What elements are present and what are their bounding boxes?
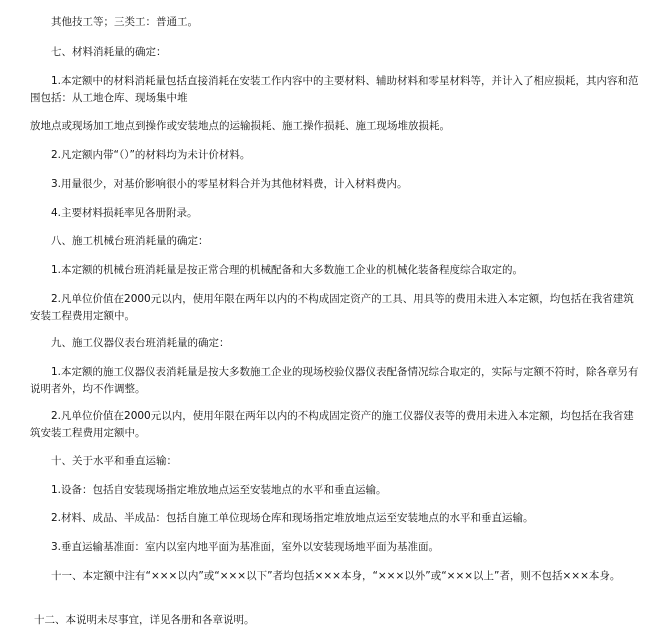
paragraph-material-scope: 1.本定额中的材料消耗量包括直接消耗在安装工作内容中的主要材料、辅助材料和零星材料等，并计入了相应损耗，其内容和范围包括：从工地仓库、现场集中堆 (30, 75, 639, 104)
paragraph-machinery-tools: 2.凡单位价值在2000元以内，使用年限在两年以内的不构成固定资产的工具、用具等的费用未进入本定额，均包括在我省建筑安装工程费用定额中。 (30, 293, 634, 322)
paragraph-unpriced-materials: 2.凡定额内带“（）”的材料均为未计价材料。 (51, 149, 251, 161)
paragraph-transport-equipment: 1.设备：包括自安装现场指定堆放地点运至安装地点的水平和垂直运输。 (51, 484, 387, 496)
paragraph-instrument-basis: 1.本定额的施工仪器仪表消耗量是按大多数施工企业的现场校验仪器仪表配备情况综合取定的，实际与定额不符时，除各章另有说明者外，均不作调整。 (30, 366, 639, 395)
paragraph-instrument-tools: 2.凡单位价值在2000元以内，使用年限在两年以内的不构成固定资产的施工仪器仪表等的费用未进入本定额，均包括在我省建筑安装工程费用定额中。 (30, 410, 634, 439)
paragraph-material-losses: 放地点或现场加工地点到操作或安装地点的运输损耗、施工操作损耗、施工现场堆放损耗。 (30, 120, 450, 132)
paragraph-final-note: 十二、本说明未尽事宜，详见各册和各章说明。 (34, 614, 255, 626)
heading-machinery-consumption: 八、施工机械台班消耗量的确定： (51, 235, 209, 247)
paragraph-loss-rate: 4.主要材料损耗率见各册附录。 (51, 207, 198, 219)
paragraph-minor-materials: 3.用量很少，对基价影响很小的零星材料合并为其他材料费，计入材料费内。 (51, 178, 408, 190)
heading-material-consumption: 七、材料消耗量的确定： (51, 46, 167, 58)
paragraph-transport-datum: 3.垂直运输基准面：室内以室内地平面为基准面，室外以安装现场地平面为基准面。 (51, 541, 440, 553)
heading-transport: 十、关于水平和垂直运输： (51, 455, 177, 467)
paragraph-transport-materials: 2.材料、成品、半成品：包括自施工单位现场仓库和现场指定堆放地点运至安装地点的水平和垂直运输。 (51, 512, 534, 524)
paragraph-range-notation: 十一、本定额中注有“×××以内”或“×××以下”者均包括×××本身，“×××以外”或“×××以上”者，则不包括×××本身。 (51, 570, 621, 582)
paragraph-machinery-basis: 1.本定额的机械台班消耗量是按正常合理的机械配备和大多数施工企业的机械化装备程度综合取定的。 (51, 264, 524, 276)
heading-instrument-consumption: 九、施工仪器仪表台班消耗量的确定： (51, 337, 230, 349)
paragraph-worker-classes: 其他技工等；三类工：普通工。 (51, 16, 198, 28)
